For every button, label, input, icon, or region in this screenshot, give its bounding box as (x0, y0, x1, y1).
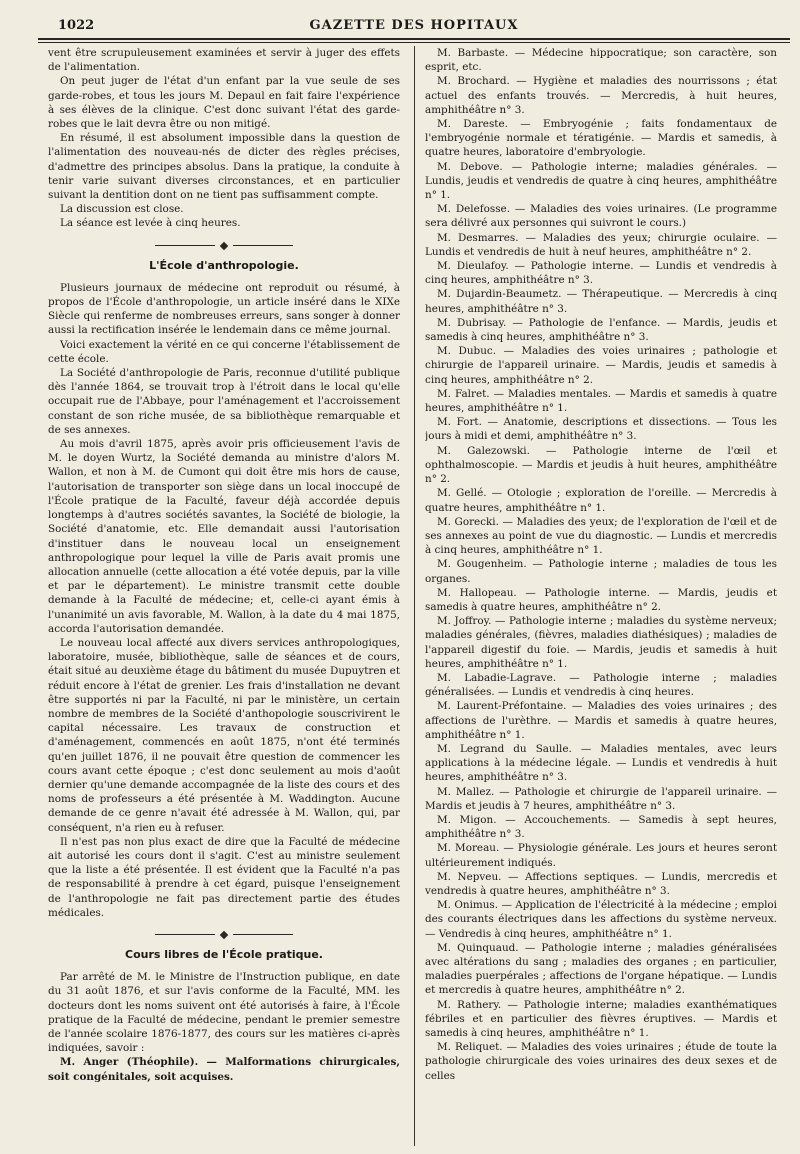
course-entry: M. Nepveu. — Affections septiques. — Lundis, mercredis et vendredis à quatre heures, amphithéâtre n° 3. (425, 870, 777, 897)
course-entry: M. Quinquaud. — Pathologie interne ; maladies généralisées avec altérations du sang ; maladies des organes ; en particulier, maladies puerpérales ; affections de l'organe hépatique. — Lundis et mercredis à quatre heures, amphithéâtre n° 2. (425, 941, 777, 997)
course-entry: M. Gougenheim. — Pathologie interne ; maladies de tous les organes. (425, 558, 777, 585)
page-number: 1022 (58, 18, 95, 33)
section-separator (48, 243, 400, 249)
course-entry: M. Galezowski. — Pathologie interne de l'œil et ophthalmoscopie. — Mardis et jeudis à huit heures, amphithéâtre n° 2. (425, 444, 777, 486)
column-divider (414, 46, 415, 1146)
course-entry: M. Rathery. — Pathologie interne; maladies exanthématiques fébriles et en particulier des fièvres éruptives. — Mardis et samedis à cinq heures, amphithéâtre n° 1. (425, 998, 777, 1040)
paragraph: Il n'est pas non plus exact de dire que la Faculté de médecine ait autorisé les cours dont il s'agit. C'est au ministre seulement que la liste a été présentée. Il est évident que la Faculté n'a pas de responsabilité à prendre à cet égard, puisque l'enseignement de l'anthropologie ne fait pas directement partie des études médicales. (48, 835, 400, 919)
header-rule-thin (38, 42, 790, 43)
course-entry: M. Reliquet. — Maladies des voies urinaires ; étude de toute la pathologie chirurgicale des voies urinaires des deux sexes et de celles (425, 1041, 777, 1082)
paragraph: vent être scrupuleusement examinées et servir à juger des effets de l'alimentation. (48, 47, 400, 74)
header-rule-thick (38, 38, 790, 40)
left-column (48, 46, 400, 1146)
course-entry: M. Onimus. — Application de l'électricité à la médecine ; emploi des courants électriques dans les affections du système nerveux. — Vendredis à cinq heures, amphithéâtre n° 1. (425, 899, 777, 940)
course-entry: M. Desmarres. — Maladies des yeux; chirurgie oculaire. — Lundis et vendredis de huit à neuf heures, amphithéâtre n° 2. (425, 231, 777, 258)
paragraph: Au mois d'avril 1875, après avoir pris officieusement l'avis de M. le doyen Wurtz, la Société demanda au ministre d'alors M. Wallon, et non à M. de Cumont qui doit être mis hors de cause, l'autorisation de transporter son siège dans un local inoccupé de l'École pratique de la Faculté, faveur déjà accordée depuis longtemps à d'autres sociétés savantes, la Société de biologie, la Société d'anatomie, etc. Elle demandait aussi l'autorisation d'instituer dans le nouveau local un enseignement anthropologique pour lequel la ville de Paris avait promis une allocation annuelle (cette allocation a été votée depuis, par la ville et par le département). Le ministre transmit cette double demande à la Faculté de médecine; et, celle-ci ayant émis à l'unanimité un avis favorable, M. Wallon, à la date du 4 mai 1875, accorda l'autorisation demandée. (48, 438, 400, 635)
course-entry: M. Dujardin-Beaumetz. — Thérapeutique. — Mercredis à cinq heures, amphithéâtre n° 3. (425, 288, 777, 315)
course-entry: M. Dieulafoy. — Pathologie interne. — Lundis et vendredis à cinq heures, amphithéâtre n° 3. (425, 260, 777, 287)
section-separator (48, 932, 400, 938)
section-title-anthropologie: L'École d'anthropologie. (149, 258, 299, 272)
course-entry: M. Falret. — Maladies mentales. — Mardis et samedis à quatre heures, amphithéâtre n° 1. (425, 387, 777, 415)
course-entry: M. Joffroy. — Pathologie interne ; maladies du système nerveux; maladies générales, (fièvres, maladies diathésiques) ; maladies de l'appareil digestif du foie. — Mardis, jeudis et samedis à huit heures, amphithéâtre n° 1. (425, 615, 777, 670)
paragraph: Le nouveau local affecté aux divers services anthropologiques, laboratoire, musée, bibliothèque, salle de séances et de cours, était situé au deuxième étage du bâtiment du musée Dupuytren et réduit encore à l'état de grenier. Les frais d'installation ne devant être supportés ni par la Faculté, ni par le ministère, un certain nombre de membres de la Société d'anthopologie souscrivirent le capital nécessaire. Les travaux de construction et d'aménagement, commencés en août 1875, n'ont été terminés qu'en juillet 1876, il ne pouvait être question de commencer les cours avant cette époque ; c'est donc seulement au mois d'août dernier qu'une demande accompagnée de la liste des cours et des noms de professeurs a été présentée à M. Waddington. Aucune demande de ce genre n'avait été adressée à M. Wallon, qui, par conséquent, n'a rien eu à refuser. (48, 636, 400, 834)
course-entry: M. Legrand du Saulle. — Maladies mentales, avec leurs applications à la médecine légale. — Lundis et vendredis à huit heures, amphithéâtre n° 3. (425, 742, 777, 784)
right-column (425, 46, 777, 1146)
paragraph: On peut juger de l'état d'un enfant par la vue seule de ses garde-robes, et tous les jours M. Depaul en fait faire l'expérience à ses élèves de la clinique. C'est donc suivant l'état des garde-robes que le lait devra être ou non mitigé. (48, 75, 400, 131)
paragraph: En résumé, il est absolument impossible dans la question de l'alimentation des nouveau-nés de dicter des règles précises, d'admettre des principes absolus. Dans la pratique, la conduite à tenir varie suivant diverses circonstances, et en particulier suivant la dentition dont on ne tient pas suffisamment compte. (48, 132, 400, 202)
paragraph: La discussion est close. (60, 203, 184, 216)
course-entry: M. Dareste. — Embryogénie ; faits fondamentaux de l'embryogénie normale et tératigénie. — Mardis et samedis, à quatre heures, laboratoire d'embryologie. (425, 118, 777, 159)
course-entry: M. Anger (Théophile). — Malformations chirurgicales, soit congénitales, soit acquises. (48, 1056, 400, 1083)
course-entry: M. Moreau. — Physiologie générale. Les jours et heures seront ultérieurement indiqués. (425, 842, 777, 869)
course-entry: M. Fort. — Anatomie, descriptions et dissections. — Tous les jours à midi et demi, amphithéâtre n° 3. (425, 416, 777, 443)
section-title-cours-libres: Cours libres de l'École pratique. (125, 947, 323, 961)
paragraph: Plusieurs journaux de médecine ont reproduit ou résumé, à propos de l'École d'anthropologie, un article inséré dans le XIXe Siècle qui renferme de nombreuses erreurs, sans songer à donner aussi la rectification insérée le lendemain dans ce même journal. (48, 281, 400, 337)
course-entry: M. Debove. — Pathologie interne; maladies générales. — Lundis, jeudis et vendredis de quatre à cinq heures, amphithéâtre n° 1. (425, 160, 777, 202)
running-title: GAZETTE DES HOPITAUX (309, 18, 519, 33)
paragraph: Voici exactement la vérité en ce qui concerne l'établissement de cette école. (48, 338, 400, 365)
course-entry: M. Mallez. — Pathologie et chirurgie de l'appareil urinaire. — Mardis et jeudis à 7 heures, amphithéâtre n° 3. (425, 785, 777, 812)
course-entry: M. Dubuc. — Maladies des voies urinaires ; pathologie et chirurgie de l'appareil urinaire. — Mardis, jeudis et samedis à cinq heures, amphithéâtre n° 2. (425, 345, 777, 386)
course-entry: M. Laurent-Préfontaine. — Maladies des voies urinaires ; des affections de l'urèthre. — Mardis et samedis à quatre heures, amphithéâtre n° 1. (425, 700, 777, 741)
paragraph: Par arrêté de M. le Ministre de l'Instruction publique, en date du 31 août 1876, et sur l'avis conforme de la Faculté, MM. les docteurs dont les noms suivent ont été autorisés à faire, à l'École pratique de la Faculté de médecine, pendant le premier semestre de l'année scolaire 1876-1877, des cours sur les matières ci-après indiquées, savoir : (48, 971, 400, 1055)
page-header (38, 6, 790, 40)
course-entry: M. Labadie-Lagrave. — Pathologie interne ; maladies généralisées. — Lundis et vendredis à cinq heures. (425, 671, 777, 699)
course-entry: M. Hallopeau. — Pathologie interne. — Mardis, jeudis et samedis à quatre heures, amphithéâtre n° 2. (425, 586, 777, 613)
paragraph: La Société d'anthropologie de Paris, reconnue d'utilité publique dès l'année 1864, se trouvait trop à l'étroit dans le local qu'elle occupait rue de l'Abbaye, pour l'aménagement et l'accroissement constant de son riche musée, de sa bibliothèque remarquable et de ses annexes. (48, 367, 400, 436)
course-entry: M. Barbaste. — Médecine hippocratique; son caractère, son esprit, etc. (425, 47, 777, 74)
course-entry: M. Delefosse. — Maladies des voies urinaires. (Le programme sera délivré aux personnes qui suivront le cours.) (425, 203, 777, 230)
course-entry: M. Migon. — Accouchements. — Samedis à sept heures, amphithéâtre n° 3. (425, 813, 777, 841)
course-entry: M. Dubrisay. — Pathologie de l'enfance. — Mardis, jeudis et samedis à cinq heures, amphithéâtre n° 3. (425, 316, 777, 344)
course-entry: M. Gorecki. — Maladies des yeux; de l'exploration de l'œil et de ses annexes au point de vue du diagnostic. — Lundis et mercredis à cinq heures, amphithéâtre n° 1. (425, 515, 777, 557)
course-entry: M. Gellé. — Otologie ; exploration de l'oreille. — Mercredis à quatre heures, amphithéâtre n° 1. (425, 487, 777, 514)
course-entry: M. Brochard. — Hygiène et maladies des nourrissons ; état actuel des enfants trouvés. — Mercredis, à huit heures, amphithéâtre n° 3. (425, 75, 777, 116)
paragraph: La séance est levée à cinq heures. (60, 217, 241, 230)
